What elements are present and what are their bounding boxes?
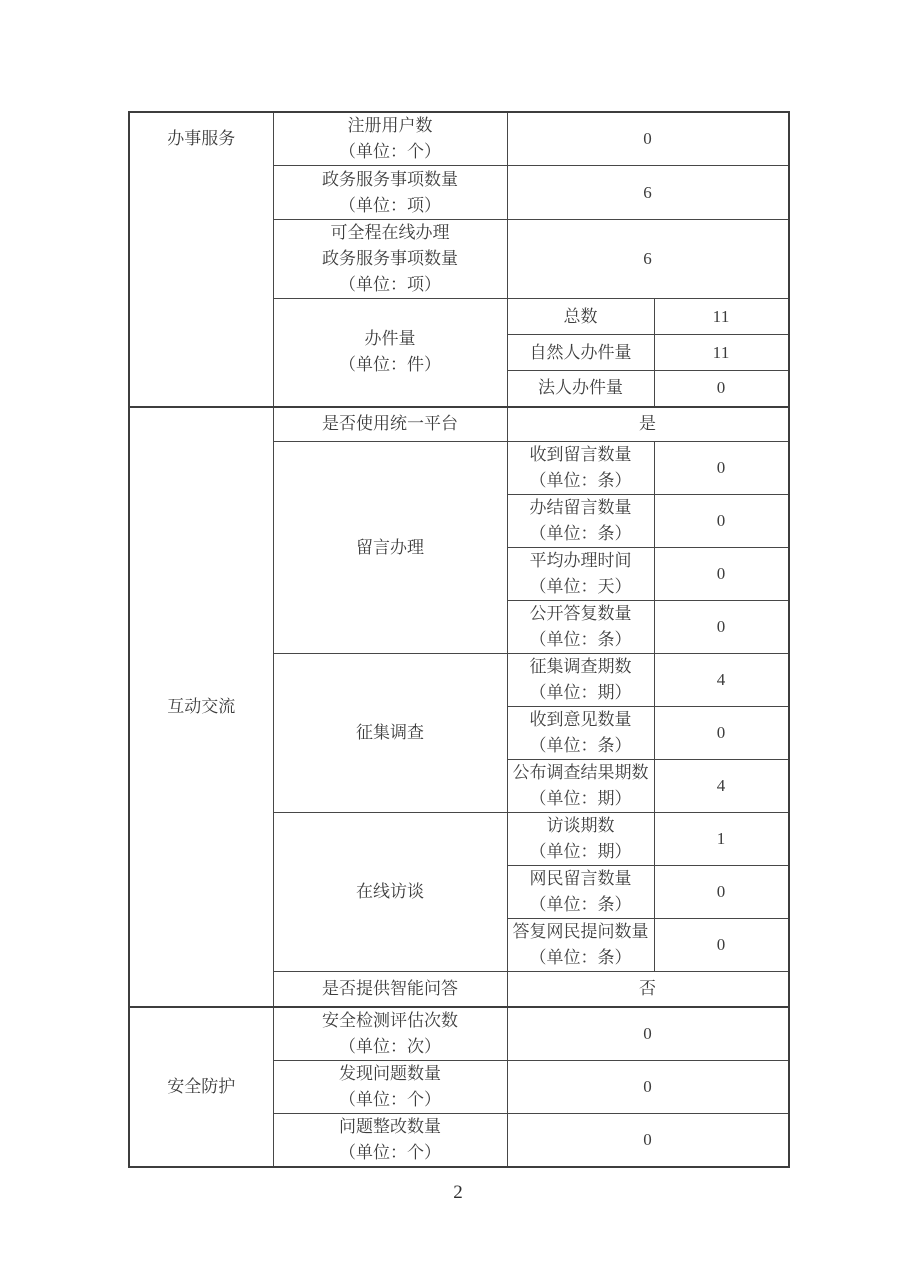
label-line: 网民留言数量 xyxy=(529,869,632,888)
group-label-security: 安全防护 xyxy=(167,1076,236,1096)
value-problems-rectified: 0 xyxy=(507,1113,789,1167)
label-line: 收到意见数量 xyxy=(529,710,632,729)
label-security-assessments xyxy=(273,1007,507,1061)
value-results-published: 4 xyxy=(654,760,789,813)
value-netizen-messages: 0 xyxy=(654,866,789,919)
label-line: 答复网民提问数量 xyxy=(512,922,649,941)
unit-line: （单位：次） xyxy=(339,1036,441,1056)
unit-line: （单位：期） xyxy=(529,789,632,808)
value-total: 11 xyxy=(654,299,789,335)
label-survey: 征集调查 xyxy=(273,654,507,813)
label-smart-qa: 是否提供智能问答 xyxy=(273,972,507,1007)
value-legal-person: 0 xyxy=(654,371,789,407)
label-line: 平均办理时间 xyxy=(529,551,632,570)
group-cell-interaction xyxy=(129,407,273,1007)
sublabel-avg-handle-time xyxy=(507,548,654,601)
value-netizen-replies: 0 xyxy=(654,919,789,972)
unit-line: （单位：个） xyxy=(339,142,441,161)
label-line: 政务服务事项数量 xyxy=(322,169,458,189)
unit-line: （单位：期） xyxy=(529,683,632,702)
sublabel-legal-person: 法人办件量 xyxy=(507,371,654,407)
value-online-service-items: 6 xyxy=(507,220,789,299)
label-problems-rectified xyxy=(273,1113,507,1167)
unit-line: （单位：件） xyxy=(339,355,441,375)
label-service-items xyxy=(273,166,507,220)
label-line: 公布调查结果期数 xyxy=(512,763,649,782)
sublabel-public-replies xyxy=(507,601,654,654)
group-label-interaction: 互动交流 xyxy=(167,696,236,716)
value-natural-person: 11 xyxy=(654,335,789,371)
value-messages-resolved: 0 xyxy=(654,495,789,548)
sublabel-messages-received xyxy=(507,442,654,495)
value-public-replies: 0 xyxy=(654,601,789,654)
unit-line: （单位：条） xyxy=(529,948,632,967)
value-messages-received: 0 xyxy=(654,442,789,495)
unit-line: （单位：天） xyxy=(529,577,632,596)
sublabel-survey-issues xyxy=(507,654,654,707)
label-message-handling: 留言办理 xyxy=(273,442,507,654)
value-avg-handle-time: 0 xyxy=(654,548,789,601)
label-line: 注册用户数 xyxy=(347,116,433,135)
value-smart-qa: 否 xyxy=(507,972,789,1007)
label-line: 征集调查期数 xyxy=(529,657,632,676)
statistics-table xyxy=(128,111,790,1168)
value-problems-found: 0 xyxy=(507,1060,789,1113)
unit-line: （单位：期） xyxy=(529,842,632,861)
sublabel-interview-issues xyxy=(507,813,654,866)
sublabel-netizen-messages xyxy=(507,866,654,919)
unit-line: （单位：条） xyxy=(529,524,632,543)
value-opinions-received: 0 xyxy=(654,707,789,760)
label-line: 公开答复数量 xyxy=(529,604,632,623)
unit-line: （单位：个） xyxy=(339,1142,441,1162)
label-online-interview: 在线访谈 xyxy=(273,813,507,972)
label-line: 收到留言数量 xyxy=(529,445,632,464)
unit-line: （单位：条） xyxy=(529,895,632,914)
label-online-service-items xyxy=(273,220,507,299)
label-registered-users xyxy=(273,112,507,166)
sublabel-messages-resolved xyxy=(507,495,654,548)
value-interview-issues: 1 xyxy=(654,813,789,866)
value-survey-issues: 4 xyxy=(654,654,789,707)
sublabel-total: 总数 xyxy=(507,299,654,335)
unit-line: （单位：条） xyxy=(529,471,632,490)
label-unified-platform: 是否使用统一平台 xyxy=(273,407,507,442)
page-number: 2 xyxy=(453,1182,463,1203)
label-line: 访谈期数 xyxy=(546,816,615,835)
label-line: 发现问题数量 xyxy=(339,1063,441,1083)
sublabel-netizen-replies xyxy=(507,919,654,972)
unit-line: （单位：条） xyxy=(529,630,632,649)
label-problems-found xyxy=(273,1060,507,1113)
unit-line: （单位：项） xyxy=(339,275,441,294)
unit-line: （单位：条） xyxy=(529,736,632,755)
label-line: 办结留言数量 xyxy=(529,498,632,517)
value-registered-users: 0 xyxy=(507,112,789,166)
value-service-items: 6 xyxy=(507,166,789,220)
unit-line: （单位：项） xyxy=(339,195,441,215)
sublabel-opinions-received xyxy=(507,707,654,760)
label-line: 可全程在线办理 xyxy=(330,223,450,242)
unit-line: （单位：个） xyxy=(339,1089,441,1109)
group-label-service: 办事服务 xyxy=(167,129,236,148)
label-line: 办件量 xyxy=(364,329,416,349)
label-line: 问题整改数量 xyxy=(339,1116,441,1136)
sublabel-results-published xyxy=(507,760,654,813)
value-security-assessments: 0 xyxy=(507,1007,789,1061)
label-case-volume xyxy=(273,299,507,407)
sublabel-natural-person: 自然人办件量 xyxy=(507,335,654,371)
group-cell-service xyxy=(129,112,273,407)
group-cell-security xyxy=(129,1007,273,1167)
label-line: 安全检测评估次数 xyxy=(322,1010,458,1030)
value-unified-platform: 是 xyxy=(507,407,789,442)
label-line: 政务服务事项数量 xyxy=(322,249,458,268)
